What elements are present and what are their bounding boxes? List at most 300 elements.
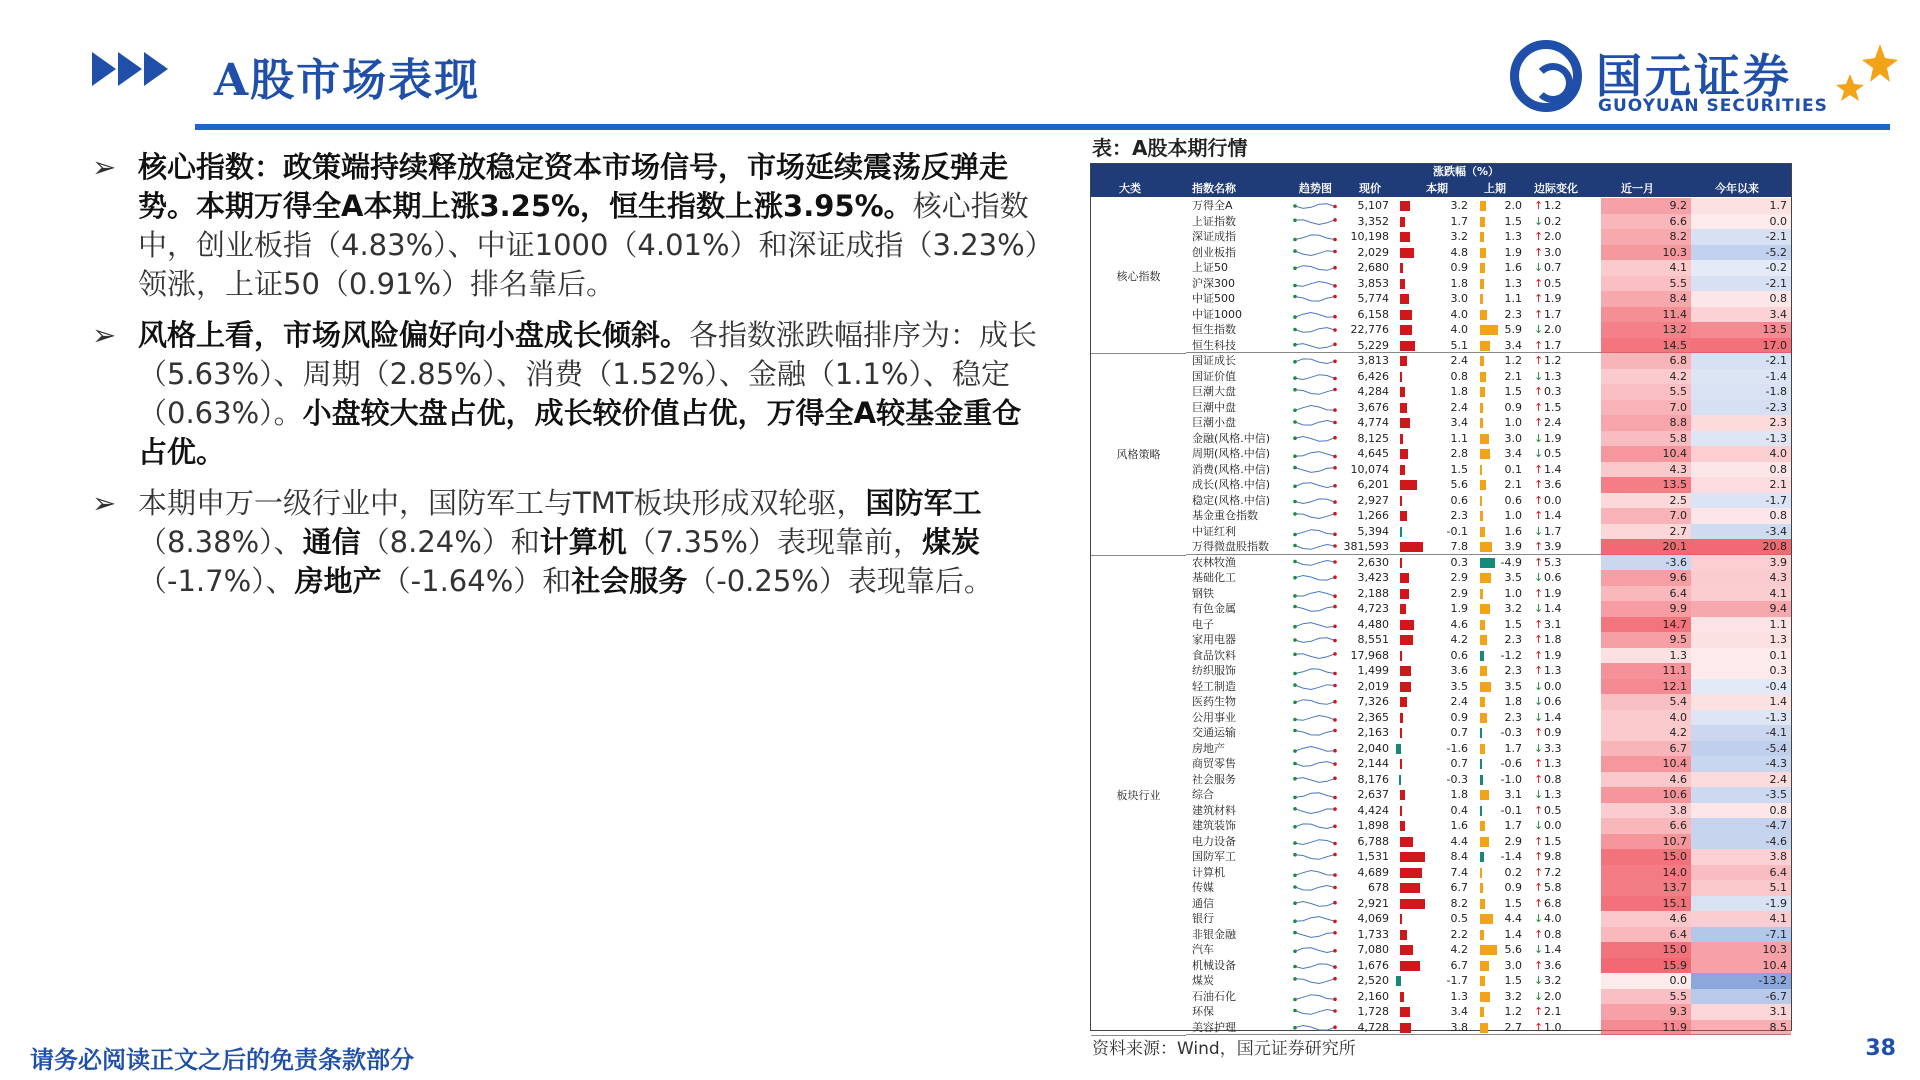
marginal-change-value: 0.5 <box>1544 447 1562 460</box>
arrow-up-icon: ↑ <box>1534 276 1544 290</box>
month-return: 15.0 <box>1601 849 1691 865</box>
month-return: 10.3 <box>1601 245 1691 261</box>
table-row <box>1091 462 1791 478</box>
price-value: 6,426 <box>1357 369 1389 383</box>
ytd-return: -4.3 <box>1691 756 1791 772</box>
previous-value: 0.9 <box>1504 400 1522 414</box>
current-value: 1.3 <box>1450 989 1468 1003</box>
marginal-change-value: 3.6 <box>1544 478 1562 491</box>
table-row <box>1091 601 1791 617</box>
ytd-return: -3.5 <box>1691 787 1791 803</box>
bullet-text: （-1.7%）、 <box>138 564 295 598</box>
arrow-down-icon: ↓ <box>1534 695 1544 708</box>
trend-sparkline <box>1291 943 1339 957</box>
trend-sparkline <box>1291 416 1339 430</box>
month-return: 7.0 <box>1601 400 1691 416</box>
table-row <box>1091 570 1791 586</box>
arrow-down-icon: ↓ <box>1534 741 1544 755</box>
group-header-label: 涨跌幅（%） <box>1433 165 1500 178</box>
bullet-text: 风格上看，市场风险偏好向小盘成长倾斜。 <box>138 318 690 352</box>
arrow-up-icon: ↑ <box>1534 292 1544 305</box>
ytd-return: -4.1 <box>1691 725 1791 741</box>
price-value: 3,352 <box>1357 214 1389 228</box>
trend-sparkline <box>1291 633 1339 647</box>
price-value: 678 <box>1368 881 1389 894</box>
marginal-change-value: 2.1 <box>1544 1005 1562 1018</box>
price-value: 7,326 <box>1357 695 1389 708</box>
marginal-change-value: 0.7 <box>1544 261 1562 274</box>
price-value: 8,551 <box>1357 633 1389 646</box>
previous-value: 3.2 <box>1504 989 1522 1003</box>
trend-sparkline <box>1291 804 1339 818</box>
current-value: 3.0 <box>1450 292 1468 305</box>
trend-sparkline <box>1291 757 1339 771</box>
previous-value: 1.5 <box>1504 896 1522 910</box>
price-value: 381,593 <box>1343 540 1389 553</box>
marginal-change-value: 1.4 <box>1544 710 1562 724</box>
bullet-text: （-1.64%）和 <box>381 564 572 598</box>
bullet-text: 小盘较大盘占优，成长较价值占优，万得全A较基金重仓占优。 <box>138 396 1022 469</box>
price-value: 3,423 <box>1357 571 1389 584</box>
table-row <box>1091 865 1791 881</box>
price-value: 2,927 <box>1357 493 1389 507</box>
current-value: 8.2 <box>1450 896 1468 910</box>
trend-sparkline <box>1291 556 1339 570</box>
ytd-return: 0.1 <box>1691 648 1791 664</box>
current-value: 8.4 <box>1450 850 1468 863</box>
current-value: 4.0 <box>1450 307 1468 321</box>
previous-value: 1.8 <box>1504 695 1522 708</box>
ytd-return: 1.4 <box>1691 694 1791 710</box>
previous-value: 2.3 <box>1504 633 1522 646</box>
previous-value: 3.0 <box>1504 958 1522 972</box>
table-caption: 表：A股本期行情 <box>1092 136 1248 160</box>
marginal-change-value: 3.1 <box>1544 617 1562 631</box>
table-row <box>1091 415 1791 431</box>
month-return: 4.3 <box>1601 462 1691 478</box>
previous-value: 2.0 <box>1504 199 1522 212</box>
trend-sparkline <box>1291 292 1339 306</box>
previous-value: 1.5 <box>1504 214 1522 228</box>
index-name: 巨潮大盘 <box>1192 385 1236 398</box>
bullet-text: （-0.25%）表现靠后。 <box>687 564 993 598</box>
logo-name-cn: 国元证券 <box>1596 49 1792 103</box>
price-value: 1,898 <box>1357 819 1389 832</box>
marginal-change-value: 1.5 <box>1544 834 1562 848</box>
arrow-up-icon: ↑ <box>1534 354 1544 367</box>
group-label: 风格策略 <box>1091 353 1186 556</box>
month-return: 6.6 <box>1601 214 1691 230</box>
table-row <box>1091 384 1791 400</box>
trend-sparkline <box>1291 959 1339 973</box>
current-value: 2.3 <box>1450 509 1468 522</box>
ytd-return: 3.1 <box>1691 1004 1791 1020</box>
previous-value: 2.3 <box>1504 664 1522 677</box>
month-return: 4.6 <box>1601 911 1691 927</box>
arrow-up-icon: ↑ <box>1534 881 1544 894</box>
table-row <box>1091 803 1791 819</box>
ytd-return: -5.2 <box>1691 245 1791 261</box>
index-name: 消费(风格.中信) <box>1192 462 1271 476</box>
month-return: 15.9 <box>1601 958 1691 974</box>
month-return: 7.0 <box>1601 508 1691 524</box>
price-value: 2,144 <box>1357 757 1389 770</box>
previous-value: 1.0 <box>1504 416 1522 429</box>
previous-value: 0.2 <box>1504 865 1522 879</box>
arrow-down-icon: ↓ <box>1534 431 1544 445</box>
marginal-change-value: 1.7 <box>1544 307 1562 321</box>
price-value: 7,080 <box>1357 943 1389 956</box>
index-name: 电子 <box>1192 617 1214 631</box>
index-name: 建筑装饰 <box>1192 819 1236 832</box>
bullet-text: 房地产 <box>294 564 382 598</box>
ytd-return: -13.2 <box>1691 973 1791 989</box>
previous-value: 3.2 <box>1504 602 1522 615</box>
group-label: 核心指数 <box>1091 198 1186 354</box>
month-return: 5.8 <box>1601 431 1691 447</box>
month-return: 3.8 <box>1601 803 1691 819</box>
ytd-return: 1.1 <box>1691 617 1791 633</box>
arrow-up-icon: ↑ <box>1534 834 1544 848</box>
month-return: 13.7 <box>1601 880 1691 896</box>
previous-value: 1.3 <box>1504 230 1522 243</box>
table-row <box>1091 229 1791 245</box>
arrow-down-icon: ↓ <box>1534 261 1544 274</box>
month-return: 20.1 <box>1601 539 1691 555</box>
index-name: 纺织服饰 <box>1192 664 1236 677</box>
previous-value: -0.3 <box>1500 726 1522 739</box>
trend-sparkline <box>1291 354 1339 368</box>
index-name: 金融(风格.中信) <box>1192 431 1271 445</box>
month-return: 5.5 <box>1601 384 1691 400</box>
price-value: 2,921 <box>1357 896 1389 910</box>
month-return: 4.0 <box>1601 710 1691 726</box>
arrow-up-icon: ↑ <box>1534 586 1544 600</box>
month-return: 5.5 <box>1601 276 1691 292</box>
ytd-return: 0.8 <box>1691 462 1791 478</box>
arrow-down-icon: ↓ <box>1534 679 1544 693</box>
price-value: 5,107 <box>1357 199 1389 212</box>
column-header: 趋势图 <box>1299 182 1332 195</box>
index-name: 中证1000 <box>1192 307 1242 321</box>
trend-sparkline <box>1291 649 1339 663</box>
current-value: 1.7 <box>1450 214 1468 228</box>
current-value: 3.4 <box>1450 416 1468 429</box>
trend-sparkline <box>1291 215 1339 229</box>
trend-sparkline <box>1291 432 1339 446</box>
arrow-up-icon: ↑ <box>1534 493 1544 507</box>
bullet-arrow-icon: ➢ <box>92 486 117 520</box>
month-return: 11.9 <box>1601 1020 1691 1036</box>
marginal-change-value: 1.9 <box>1544 586 1562 600</box>
marginal-change-value: 1.3 <box>1544 788 1562 801</box>
price-value: 1,733 <box>1357 927 1389 941</box>
ytd-return: 10.4 <box>1691 958 1791 974</box>
price-value: 4,424 <box>1357 803 1389 817</box>
bullet-text: 通信 <box>302 525 361 559</box>
previous-value: 1.5 <box>1504 974 1522 987</box>
price-value: 10,074 <box>1350 462 1389 476</box>
arrow-up-icon: ↑ <box>1534 199 1544 212</box>
ytd-return: -4.7 <box>1691 818 1791 834</box>
price-value: 10,198 <box>1350 230 1389 243</box>
price-value: 8,125 <box>1357 431 1389 445</box>
month-return: 12.1 <box>1601 679 1691 695</box>
column-header: 大类 <box>1119 182 1141 195</box>
trend-sparkline <box>1291 974 1339 988</box>
current-value: 2.2 <box>1450 927 1468 941</box>
previous-value: 2.1 <box>1504 369 1522 383</box>
previous-value: 1.5 <box>1504 617 1522 631</box>
current-value: 6.7 <box>1450 958 1468 972</box>
arrow-up-icon: ↑ <box>1534 1020 1544 1034</box>
price-value: 8,176 <box>1357 772 1389 786</box>
marginal-change-value: 1.8 <box>1544 633 1562 646</box>
index-name: 成长(风格.中信) <box>1192 478 1271 491</box>
month-return: 14.0 <box>1601 865 1691 881</box>
marginal-change-value: 5.3 <box>1544 555 1562 569</box>
marginal-change-value: 4.0 <box>1544 912 1562 925</box>
ytd-return: 2.1 <box>1691 477 1791 493</box>
previous-value: 1.4 <box>1504 927 1522 941</box>
current-value: -0.1 <box>1446 524 1468 538</box>
price-value: 4,069 <box>1357 912 1389 925</box>
ytd-return: -2.1 <box>1691 353 1791 369</box>
bullet-text: 核心指数中，创业板指（4.83%）、中证1000（4.01%）和深证成指（3.23%）领涨，上证50（0.91%）排名靠后。 <box>138 189 1040 301</box>
trend-sparkline <box>1291 463 1339 477</box>
price-value: 2,040 <box>1357 741 1389 755</box>
month-return: 4.2 <box>1601 725 1691 741</box>
marginal-change-value: 0.6 <box>1544 571 1562 584</box>
arrow-down-icon: ↓ <box>1534 710 1544 724</box>
price-value: 2,630 <box>1357 555 1389 569</box>
month-return: 9.3 <box>1601 1004 1691 1020</box>
current-value: 2.9 <box>1450 586 1468 600</box>
current-value: 0.6 <box>1450 648 1468 662</box>
index-name: 建筑材料 <box>1192 803 1236 817</box>
group-label: 板块行业 <box>1091 555 1186 1037</box>
price-value: 2,163 <box>1357 726 1389 739</box>
arrow-up-icon: ↑ <box>1534 648 1544 662</box>
previous-value: -1.4 <box>1500 850 1522 863</box>
ytd-return: 3.9 <box>1691 555 1791 571</box>
table-row <box>1091 958 1791 974</box>
trend-sparkline <box>1291 742 1339 756</box>
index-name: 基金重仓指数 <box>1192 509 1258 522</box>
previous-value: 3.5 <box>1504 679 1522 693</box>
index-name: 巨潮小盘 <box>1192 416 1236 429</box>
current-value: 1.8 <box>1450 385 1468 398</box>
table-row <box>1091 741 1791 757</box>
index-name: 恒生科技 <box>1192 338 1236 352</box>
previous-value: 5.6 <box>1504 943 1522 956</box>
marginal-change-value: 1.3 <box>1544 369 1562 383</box>
arrow-up-icon: ↑ <box>1534 726 1544 739</box>
month-return: -3.6 <box>1601 555 1691 571</box>
logo-stars-icon <box>1832 44 1898 114</box>
index-name: 轻工制造 <box>1192 679 1236 693</box>
marginal-change-value: 0.0 <box>1544 679 1562 693</box>
trend-sparkline <box>1291 199 1339 213</box>
ytd-return: -2.1 <box>1691 229 1791 245</box>
trend-sparkline <box>1291 447 1339 461</box>
arrow-down-icon: ↓ <box>1534 447 1544 460</box>
logo-name-en: GUOYUAN SECURITIES <box>1598 96 1828 116</box>
index-name: 万得全A <box>1192 199 1233 212</box>
previous-value: 4.4 <box>1504 912 1522 925</box>
bullet-text: （8.24%）和 <box>360 525 540 559</box>
table-row <box>1091 260 1791 276</box>
ytd-return: -1.7 <box>1691 493 1791 509</box>
index-name: 非银金融 <box>1192 927 1236 941</box>
index-name: 周期(风格.中信) <box>1192 447 1271 460</box>
arrow-down-icon: ↓ <box>1534 369 1544 383</box>
index-name: 医药生物 <box>1192 695 1236 708</box>
previous-value: 1.7 <box>1504 819 1522 832</box>
bullet-item <box>92 484 1042 601</box>
column-header: 上期 <box>1484 182 1506 195</box>
bullet-text: 本期申万一级行业中，国防军工与TMT板块形成双轮驱， <box>138 486 866 520</box>
arrow-down-icon: ↓ <box>1534 974 1544 987</box>
ytd-return: 8.5 <box>1691 1020 1791 1036</box>
arrow-up-icon: ↑ <box>1534 540 1544 553</box>
marginal-change-value: 3.9 <box>1544 540 1562 553</box>
arrow-up-icon: ↑ <box>1534 958 1544 972</box>
trend-sparkline <box>1291 308 1339 322</box>
trend-sparkline <box>1291 1021 1339 1035</box>
arrow-up-icon: ↑ <box>1534 633 1544 646</box>
bullet-text: 核心指数：政策端持续释放稳定资本市场信号，市场延续震荡反弹走势。本期万得全A本期上涨3.25%，恒生指数上涨3.95%。 <box>138 150 1009 223</box>
marginal-change-value: 0.5 <box>1544 803 1562 817</box>
index-name: 传媒 <box>1192 881 1214 894</box>
price-value: 5,229 <box>1357 338 1389 352</box>
ytd-return: 13.5 <box>1691 322 1791 338</box>
previous-value: 2.9 <box>1504 834 1522 848</box>
index-name: 综合 <box>1192 788 1214 801</box>
table-row <box>1091 710 1791 726</box>
price-value: 4,480 <box>1357 617 1389 631</box>
month-return: 8.8 <box>1601 415 1691 431</box>
current-value: 2.8 <box>1450 447 1468 460</box>
arrow-up-icon: ↑ <box>1534 617 1544 631</box>
month-return: 11.1 <box>1601 663 1691 679</box>
table-row <box>1091 524 1791 540</box>
arrow-down-icon: ↓ <box>1534 602 1544 615</box>
ytd-return: 0.8 <box>1691 508 1791 524</box>
month-return: 4.1 <box>1601 260 1691 276</box>
price-value: 4,774 <box>1357 416 1389 429</box>
marginal-change-value: 3.3 <box>1544 741 1562 755</box>
marginal-change-value: 9.8 <box>1544 850 1562 863</box>
ytd-return: 2.3 <box>1691 415 1791 431</box>
marginal-change-value: 3.2 <box>1544 974 1562 987</box>
trend-sparkline <box>1291 385 1339 399</box>
bullet-text: （7.35%）表现靠前， <box>626 525 922 559</box>
index-name: 银行 <box>1192 912 1214 925</box>
month-return: 1.3 <box>1601 648 1691 664</box>
index-name: 计算机 <box>1192 865 1225 879</box>
previous-value: -1.0 <box>1500 772 1522 786</box>
table-row <box>1091 477 1791 493</box>
table-row <box>1091 725 1791 741</box>
current-value: 4.4 <box>1450 834 1468 848</box>
current-value: 3.2 <box>1450 230 1468 243</box>
marginal-change-value: 2.0 <box>1544 989 1562 1003</box>
previous-value: 3.0 <box>1504 431 1522 445</box>
marginal-change-value: 1.9 <box>1544 648 1562 662</box>
trend-sparkline <box>1291 897 1339 911</box>
current-value: 7.8 <box>1450 540 1468 553</box>
ytd-return: 4.1 <box>1691 911 1791 927</box>
table-row <box>1091 663 1791 679</box>
marginal-change-value: 5.8 <box>1544 881 1562 894</box>
arrow-up-icon: ↑ <box>1534 803 1544 817</box>
price-value: 2,019 <box>1357 679 1389 693</box>
index-name: 公用事业 <box>1192 710 1236 724</box>
previous-value: 2.3 <box>1504 307 1522 321</box>
trend-sparkline <box>1291 370 1339 384</box>
arrow-up-icon: ↑ <box>1534 385 1544 398</box>
trend-sparkline <box>1291 230 1339 244</box>
marginal-change-value: 6.8 <box>1544 896 1562 910</box>
table-row <box>1091 756 1791 772</box>
previous-value: 1.0 <box>1504 509 1522 522</box>
month-return: 0.0 <box>1601 973 1691 989</box>
current-value: 2.4 <box>1450 354 1468 367</box>
month-return: 10.7 <box>1601 834 1691 850</box>
price-value: 4,645 <box>1357 447 1389 460</box>
table-row <box>1091 617 1791 633</box>
ytd-return: -0.2 <box>1691 260 1791 276</box>
trend-sparkline <box>1291 1005 1339 1019</box>
price-value: 4,728 <box>1357 1020 1389 1034</box>
index-name: 中证红利 <box>1192 524 1236 538</box>
column-header: 本期 <box>1426 182 1448 195</box>
arrow-up-icon: ↑ <box>1534 245 1544 259</box>
price-value: 1,531 <box>1357 850 1389 863</box>
ytd-return: 0.3 <box>1691 663 1791 679</box>
current-value: 0.7 <box>1450 757 1468 770</box>
trend-sparkline <box>1291 695 1339 709</box>
marginal-change-value: 0.0 <box>1544 819 1562 832</box>
current-value: 3.2 <box>1450 199 1468 212</box>
trend-sparkline <box>1291 711 1339 725</box>
table-row <box>1091 679 1791 695</box>
index-name: 上证50 <box>1192 261 1228 274</box>
index-name: 电力设备 <box>1192 834 1236 848</box>
month-return: 9.9 <box>1601 601 1691 617</box>
ytd-return: 0.8 <box>1691 803 1791 819</box>
current-value: 2.9 <box>1450 571 1468 584</box>
index-name: 交通运输 <box>1192 726 1236 739</box>
trend-sparkline <box>1291 819 1339 833</box>
arrow-up-icon: ↑ <box>1534 757 1544 770</box>
trend-sparkline <box>1291 323 1339 337</box>
previous-value: 2.1 <box>1504 478 1522 491</box>
ytd-return: 17.0 <box>1691 338 1791 354</box>
current-value: 2.4 <box>1450 400 1468 414</box>
current-value: 4.6 <box>1450 617 1468 631</box>
month-return: 6.4 <box>1601 586 1691 602</box>
index-name: 基础化工 <box>1192 571 1236 584</box>
previous-value: 1.6 <box>1504 524 1522 538</box>
current-value: 0.4 <box>1450 803 1468 817</box>
ytd-return: -3.4 <box>1691 524 1791 540</box>
trend-sparkline <box>1291 587 1339 601</box>
current-value: 1.9 <box>1450 602 1468 615</box>
marginal-change-value: 0.5 <box>1544 276 1562 290</box>
arrow-up-icon: ↑ <box>1534 478 1544 491</box>
